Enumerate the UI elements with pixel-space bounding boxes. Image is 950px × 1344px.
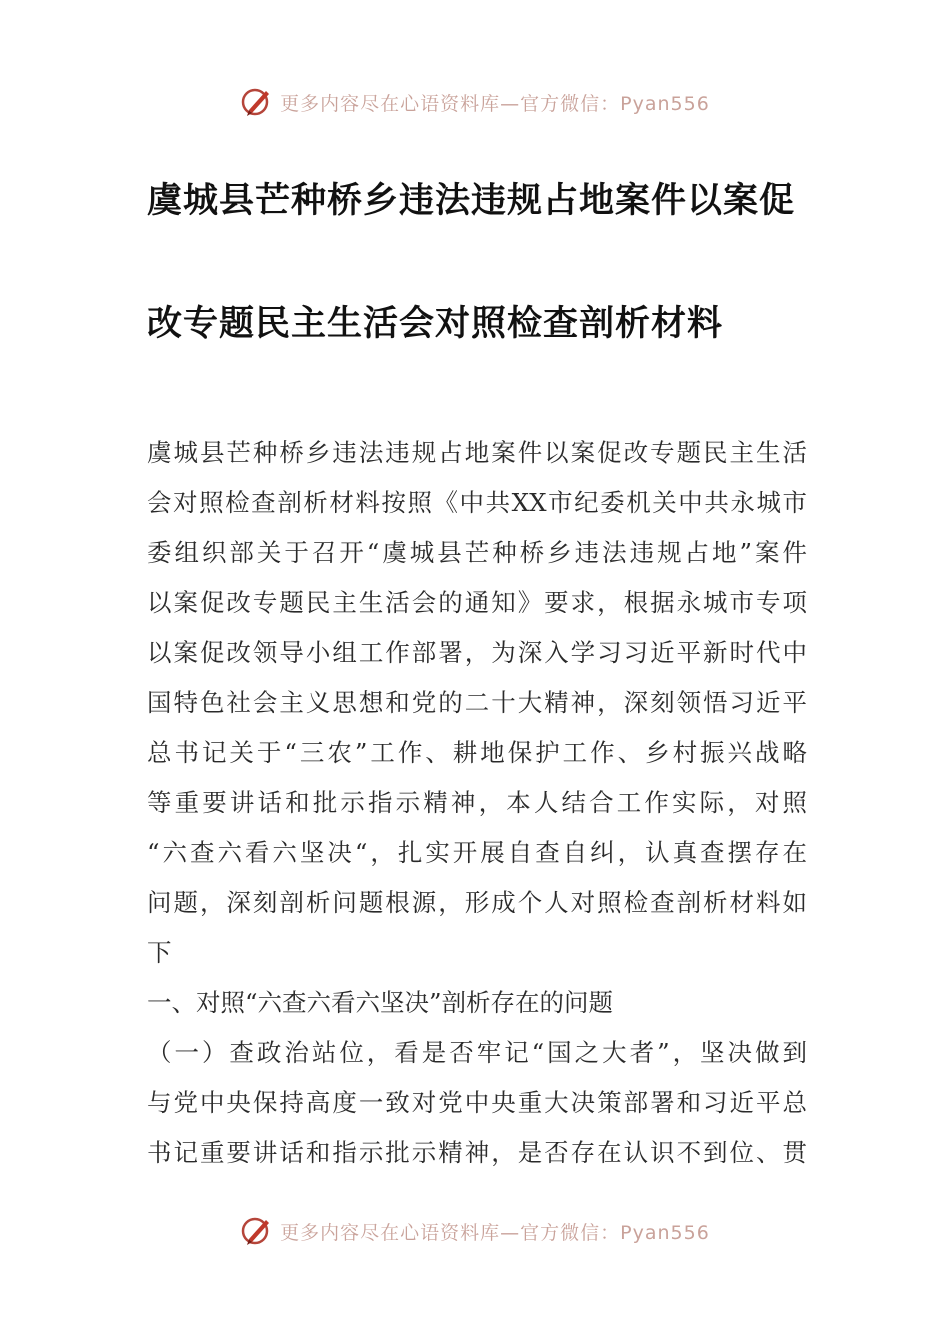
footer-banner	[0, 1211, 950, 1251]
body-line: 下	[147, 938, 172, 967]
body-line: 委组织部关于召开“虞城县芒种桥乡违法违规占地”案件	[147, 538, 807, 567]
pen-logo-icon	[240, 1214, 274, 1248]
body-line: 总书记关于“三农”工作、耕地保护工作、乡村振兴战略	[147, 738, 807, 767]
pen-logo-icon	[240, 85, 274, 119]
body-line: 问题，深刻剖析问题根源，形成个人对照检查剖析材料如	[147, 888, 807, 917]
header-banner	[0, 82, 950, 122]
body-line: （一）查政治站位，看是否牢记“国之大者”，坚决做到	[147, 1038, 807, 1067]
document-title-line-2: 改专题民主生活会对照检查剖析材料	[147, 304, 724, 344]
footer-banner-text: 更多内容尽在心语资料库—官方微信：Pyan556	[280, 1221, 710, 1244]
section-heading: 一、对照“六查六看六坚决”剖析存在的问题	[147, 988, 614, 1017]
header-banner-text: 更多内容尽在心语资料库—官方微信：Pyan556	[280, 92, 710, 115]
body-line: 虞城县芒种桥乡违法违规占地案件以案促改专题民主生活	[147, 438, 807, 467]
body-line: 等重要讲话和批示指示精神，本人结合工作实际，对照	[147, 788, 807, 817]
document-body	[147, 428, 807, 1178]
body-line: 以案促改领导小组工作部署，为深入学习习近平新时代中	[147, 638, 807, 667]
body-line: 会对照检查剖析材料按照《中共XX市纪委机关中共永城市	[147, 488, 807, 517]
body-line: 以案促改专题民主生活会的通知》要求，根据永城市专项	[147, 588, 807, 617]
document-title-line-1: 虞城县芒种桥乡违法违规占地案件以案促	[147, 181, 796, 221]
body-line: 国特色社会主义思想和党的二十大精神，深刻领悟习近平	[147, 688, 807, 717]
body-line: 与党中央保持高度一致对党中央重大决策部署和习近平总	[147, 1088, 807, 1117]
body-line: 书记重要讲话和指示批示精神，是否存在认识不到位、贯	[147, 1138, 807, 1167]
body-line: “六查六看六坚决“，扎实开展自查自纠，认真查摆存在	[147, 838, 807, 867]
